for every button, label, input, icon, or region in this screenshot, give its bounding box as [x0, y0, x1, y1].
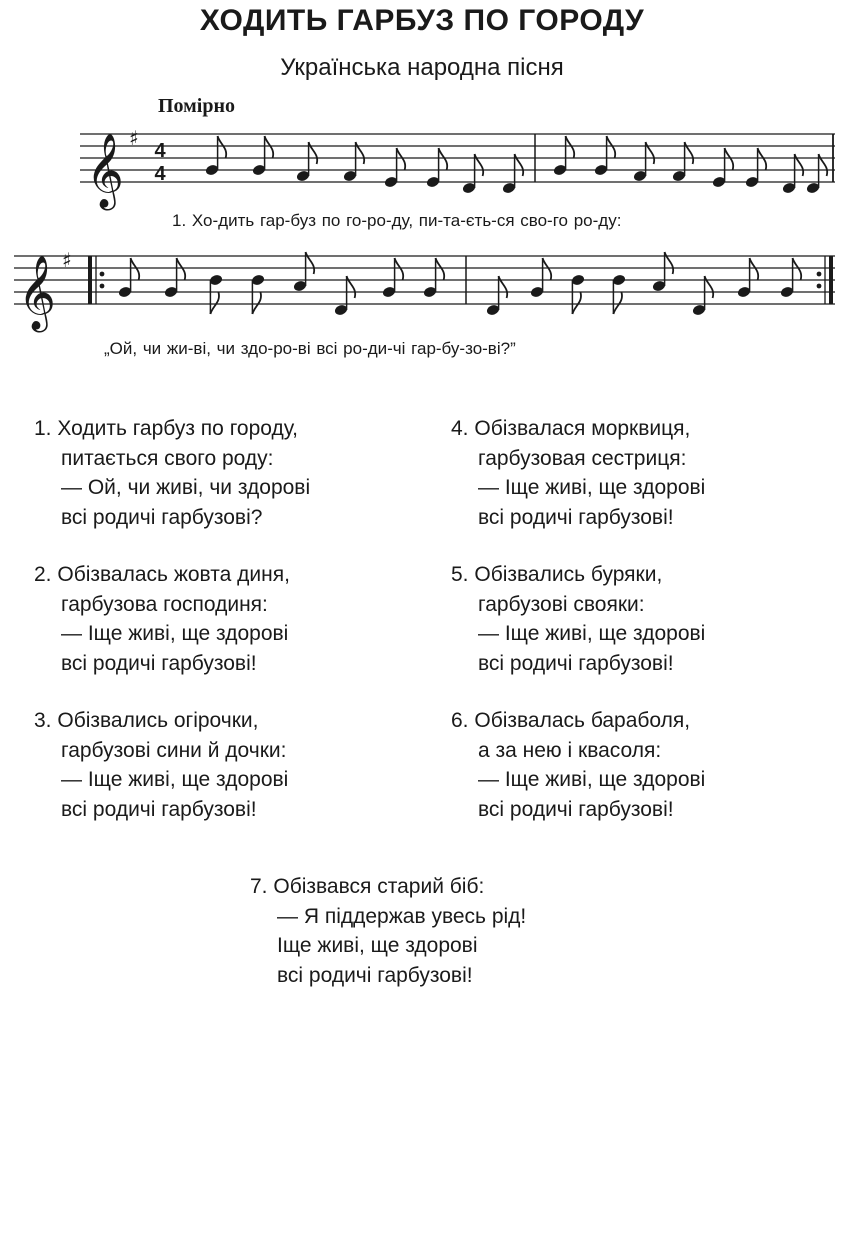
staff-lines: [14, 256, 835, 304]
notes-staff-1: [205, 136, 828, 194]
eighth-note-fs: [672, 142, 694, 182]
verse-line: всі родичі гарбузові!: [478, 505, 674, 529]
verse-6: [451, 706, 705, 824]
music-staff-2: [0, 240, 844, 350]
verse-line: Іще живі, ще здорові: [277, 934, 478, 957]
verse-2: [34, 560, 290, 678]
eighth-note-b: [251, 274, 266, 314]
verse-number: 7.: [250, 875, 268, 898]
verse-line: — Я піддержав увесь рід!: [277, 904, 527, 928]
verse-line: гарбузові сини й дочки:: [61, 738, 287, 762]
eighth-note-b: [612, 274, 627, 314]
notes-staff-2: [118, 252, 802, 316]
verse-line: всі родичі гарбузові!: [277, 963, 473, 987]
verse-number: 1.: [34, 417, 52, 440]
verse-line: Обізвався старий біб:: [273, 875, 485, 898]
verse-line: всі родичі гарбузові!: [478, 797, 674, 821]
treble-clef-icon: 𝄞: [18, 256, 56, 330]
time-signature-bottom: 4: [154, 163, 166, 185]
verse-7: [250, 872, 526, 990]
lyrics-staff-1: 1. Хо-дить гар-буз по го-ро-ду, пи-та-єть-ся сво-го ро-ду:: [172, 211, 622, 230]
verse-line: Ходить гарбуз по городу,: [57, 417, 298, 440]
verse-1: [34, 414, 310, 532]
lyrics-staff-2: „Ой, чи жи-ві, чи здо-ро-ві всі ро-ди-чі гар-бу-зо-ві?”: [104, 339, 516, 358]
verse-line: Обізвались огірочки,: [57, 709, 259, 732]
verse-line: — Іще живі, ще здорові: [61, 622, 289, 645]
staff-lines: [80, 134, 835, 182]
verse-number: 4.: [451, 417, 469, 440]
verse-line: а за нею і квасоля:: [478, 738, 662, 762]
song-subtitle: Українська народна пісня: [280, 54, 564, 81]
verse-line: Обізвалась бараболя,: [474, 709, 691, 732]
eighth-note-d: [502, 154, 524, 194]
verse-3: [34, 706, 288, 824]
verse-line: всі родичі гарбузові?: [61, 505, 263, 529]
verse-5: [451, 560, 705, 678]
verse-number: 3.: [34, 709, 52, 732]
eighth-note-d: [334, 276, 356, 316]
verse-line: — Ой, чи живі, чи здорові: [61, 476, 311, 499]
verse-line: — Іще живі, ще здорові: [61, 768, 289, 791]
treble-clef-icon: 𝄞: [86, 134, 124, 208]
eighth-note-a: [652, 252, 674, 292]
eighth-note-b: [571, 274, 586, 314]
verse-line: — Іще живі, ще здорові: [478, 622, 706, 645]
verse-line: — Іще живі, ще здорові: [478, 476, 706, 499]
key-signature-sharp-icon: ♯: [62, 248, 72, 272]
verse-line: всі родичі гарбузові!: [478, 651, 674, 675]
verse-line: питається свого роду:: [61, 446, 274, 470]
eighth-note-d: [486, 276, 508, 316]
verse-line: всі родичі гарбузові!: [61, 651, 257, 675]
verse-line: Обізвалась жовта диня,: [57, 563, 290, 586]
verse-line: Обізвалася морквиця,: [474, 417, 691, 440]
eighth-note-b: [209, 274, 224, 314]
verse-number: 2.: [34, 563, 52, 586]
verse-number: 6.: [451, 709, 469, 732]
eighth-note-d: [692, 276, 714, 316]
eighth-note-d: [806, 154, 828, 194]
eighth-note-fs: [296, 142, 318, 182]
tempo-marking: Помірно: [158, 95, 236, 117]
verse-number: 5.: [451, 563, 469, 586]
verse-line: гарбузові свояки:: [478, 592, 645, 616]
eighth-note-d: [462, 154, 484, 194]
time-signature-top: 4: [154, 140, 166, 162]
verse-4: [451, 414, 705, 532]
eighth-note-d: [782, 154, 804, 194]
key-signature-sharp-icon: ♯: [129, 126, 139, 150]
verse-line: — Іще живі, ще здорові: [478, 768, 706, 791]
verse-line: всі родичі гарбузові!: [61, 797, 257, 821]
verse-line: гарбузова господиня:: [61, 592, 268, 616]
verse-line: гарбузовая сестриця:: [478, 446, 687, 470]
eighth-note-fs: [633, 142, 655, 182]
song-title: ХОДИТЬ ГАРБУЗ ПО ГОРОДУ: [199, 4, 645, 37]
eighth-note-fs: [343, 142, 365, 182]
verse-line: Обізвались буряки,: [474, 563, 663, 586]
eighth-note-a: [293, 252, 315, 292]
